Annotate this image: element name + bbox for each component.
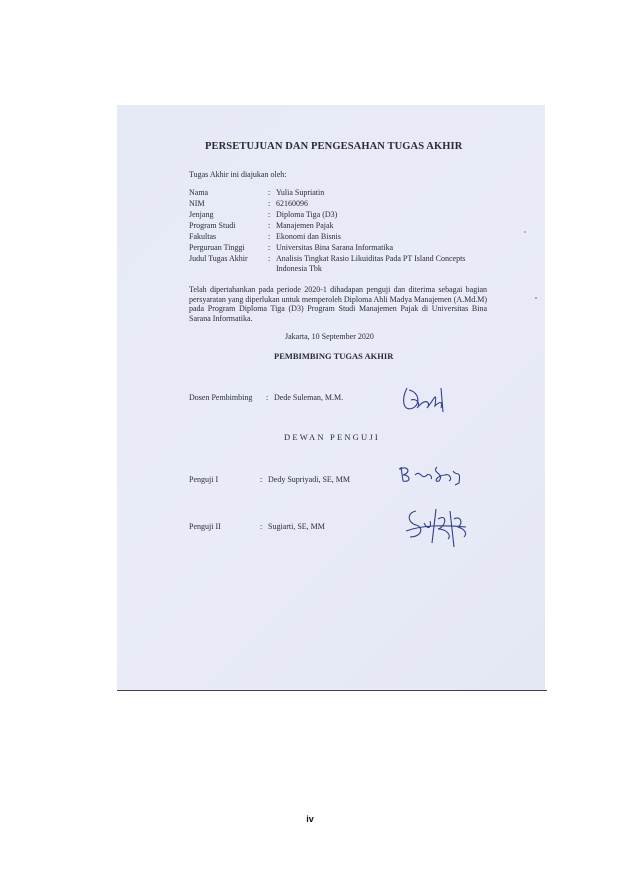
- field-label-fakultas: Fakultas: [189, 232, 217, 241]
- scanned-document: [117, 105, 545, 691]
- field-value-nama: Yulia Supriatin: [276, 188, 325, 197]
- statement-paragraph: Telah dipertahankan pada periode 2020-1 dihadapan penguji dan diterima sebagai bagian persyaratan yang diperlukan untuk memperoleh Diploma Ahli Madya Manajemen (A.Md.M) pada Program Diploma Tiga (D3) Program Studi Manajemen Pajak di Universitas Bina Sarana Informatika.: [189, 285, 487, 323]
- scan-edge-line: [117, 690, 547, 691]
- scan-speck: [535, 297, 537, 299]
- field-value-perguruan-tinggi: Universitas Bina Sarana Informatika: [276, 243, 394, 252]
- examiner-1-name: Dedy Supriyadi, SE, MM: [268, 475, 350, 484]
- examiners-heading: DEWAN PENGUJI: [284, 432, 380, 442]
- field-colon: :: [268, 232, 271, 241]
- field-value-program-studi: Manajemen Pajak: [276, 221, 334, 230]
- field-label-program-studi: Program Studi: [189, 221, 236, 230]
- examiner-2-name: Sugiarti, SE, MM: [268, 522, 325, 531]
- field-label-nim: NIM: [189, 199, 205, 208]
- examiner-2-signature: [402, 503, 472, 551]
- field-colon: :: [268, 199, 271, 208]
- field-colon: :: [260, 522, 263, 531]
- place-date: Jakarta, 10 September 2020: [285, 332, 374, 341]
- field-value-fakultas: Ekonomi dan Bisnis: [276, 232, 341, 241]
- supervisor-name: Dede Suleman, M.M.: [274, 393, 344, 402]
- examiner-2-label: Penguji II: [189, 522, 221, 531]
- page-number: iv: [306, 814, 314, 824]
- field-colon: :: [268, 254, 271, 263]
- field-colon: :: [268, 221, 271, 230]
- field-value-judul: Analisis Tingkat Rasio Likuiditas Pada PT Island Concepts: [276, 254, 466, 263]
- document-title: PERSETUJUAN DAN PENGESAHAN TUGAS AKHIR: [205, 141, 463, 152]
- field-value-judul-line2: Indonesia Tbk: [276, 264, 322, 273]
- field-colon: :: [268, 210, 271, 219]
- field-colon: :: [268, 243, 271, 252]
- supervisor-signature: [397, 382, 457, 416]
- examiner-1-signature: [397, 463, 469, 487]
- scan-speck: [524, 231, 526, 233]
- field-colon: :: [260, 475, 263, 484]
- submitted-by-text: Tugas Akhir ini diajukan oleh:: [189, 170, 287, 179]
- field-label-jenjang: Jenjang: [189, 210, 214, 219]
- examiner-1-label: Penguji I: [189, 475, 219, 484]
- supervisor-label: Dosen Pembimbing: [189, 393, 253, 402]
- field-label-judul: Judul Tugas Akhir: [189, 254, 248, 263]
- field-label-nama: Nama: [189, 188, 209, 197]
- field-label-perguruan-tinggi: Perguruan Tinggi: [189, 243, 245, 252]
- field-colon: :: [268, 188, 271, 197]
- field-value-jenjang: Diploma Tiga (D3): [276, 210, 338, 219]
- supervisor-heading: PEMBIMBING TUGAS AKHIR: [274, 351, 394, 361]
- field-value-nim: 62160096: [276, 199, 308, 208]
- field-colon: :: [266, 393, 269, 402]
